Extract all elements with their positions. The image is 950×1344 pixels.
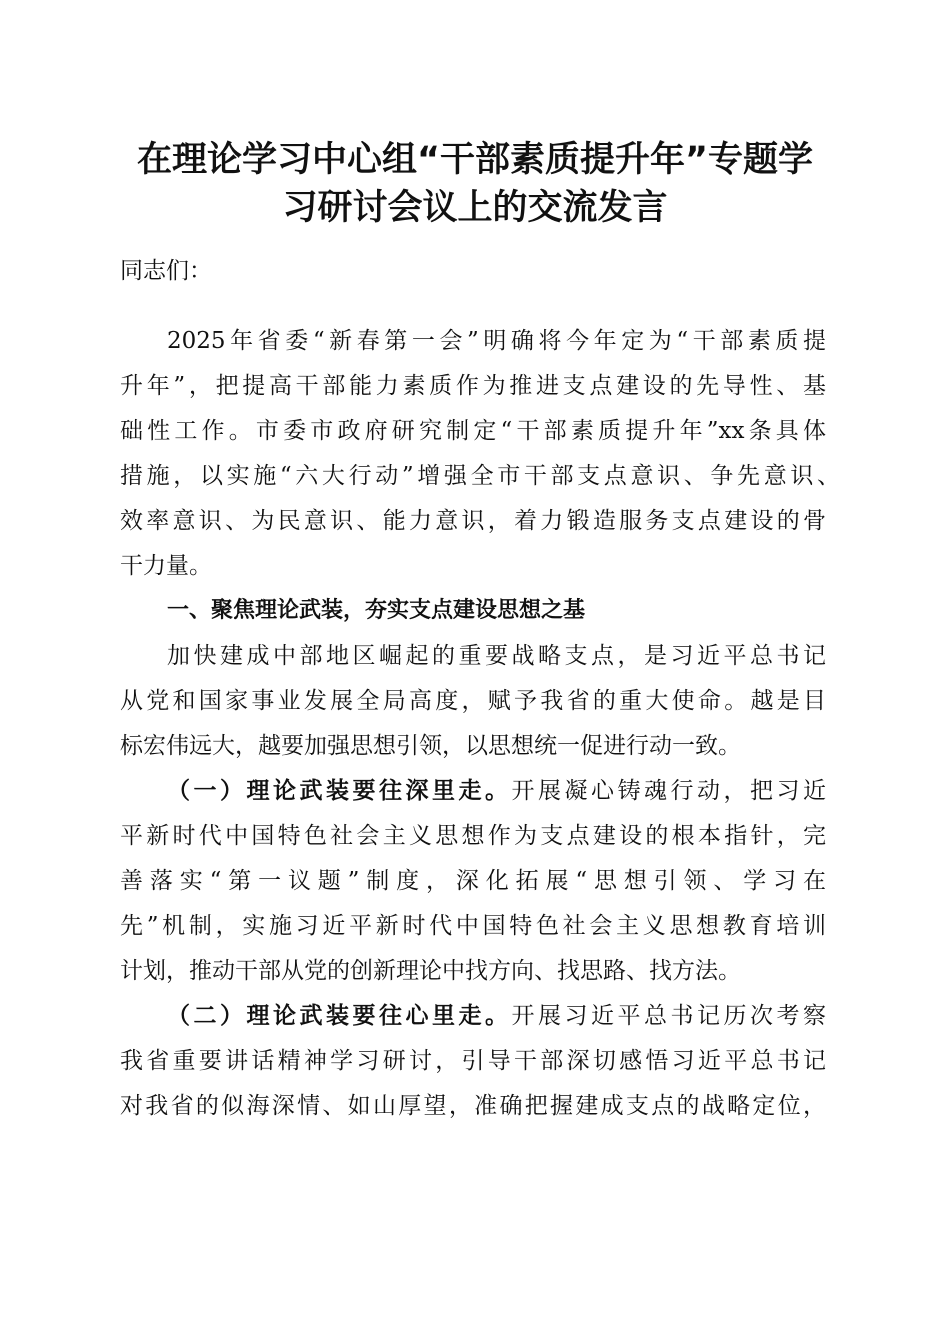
section-heading: 一、聚焦理论武装，夯实支点建设思想之基 xyxy=(167,598,586,623)
document-title-line-1: 在理论学习中心组“干部素质提升年”专题学 xyxy=(136,140,813,180)
intro-line: 2025年省委“新春第一会”明确将今年定为“干部素质提 xyxy=(167,328,826,354)
salutation: 同志们： xyxy=(120,258,212,284)
intro-line: 措施，以实施“六大行动”增强全市干部支点意识、争先意识、 xyxy=(120,463,840,489)
section-1-line: 标宏伟远大，越要加强思想引领，以思想统一促进行动一致。 xyxy=(120,733,741,759)
subsection-2-line: 对我省的似海深情、如山厚望，准确把握建成支点的战略定位， xyxy=(120,1093,826,1119)
intro-line: 升年”，把提高干部能力素质作为推进支点建设的先导性、基 xyxy=(120,373,826,399)
intro-line: 干力量。 xyxy=(120,553,212,579)
intro-line: 础性工作。市委市政府研究制定“干部素质提升年”xx条具体 xyxy=(120,418,826,444)
subsection-1-line: 善落实“第一议题”制度，深化拓展“思想引领、学习在 xyxy=(120,868,826,894)
subsection-1-line: 计划，推动干部从党的创新理论中找方向、找思路、找方法。 xyxy=(120,958,741,984)
subsection-2-lead: （二）理论武装要往心里走。 xyxy=(167,1003,512,1029)
subsection-1-lead: （一）理论武装要往深里走。 xyxy=(167,778,512,804)
intro-line: 效率意识、为民意识、能力意识，着力锻造服务支点建设的骨 xyxy=(120,508,826,534)
subsection-1-line: 先”机制，实施习近平新时代中国特色社会主义思想教育培训 xyxy=(120,913,826,939)
section-1-line: 从党和国家事业发展全局高度，赋予我省的重大使命。越是目 xyxy=(120,688,826,714)
subsection-2-line: 我省重要讲话精神学习研讨，引导干部深切感悟习近平总书记 xyxy=(120,1048,826,1074)
subsection-2-text: 开展习近平总书记历次考察 xyxy=(511,1003,826,1029)
subsection-1-line: 平新时代中国特色社会主义思想作为支点建设的根本指针，完 xyxy=(120,823,826,849)
document-title-line-2: 习研讨会议上的交流发言 xyxy=(282,188,668,228)
subsection-2-first-line xyxy=(167,1000,826,1032)
subsection-1-first-line xyxy=(167,775,826,807)
section-1-line: 加快建成中部地区崛起的重要战略支点，是习近平总书记 xyxy=(167,643,826,669)
subsection-1-text: 开展凝心铸魂行动，把习近 xyxy=(511,778,826,804)
